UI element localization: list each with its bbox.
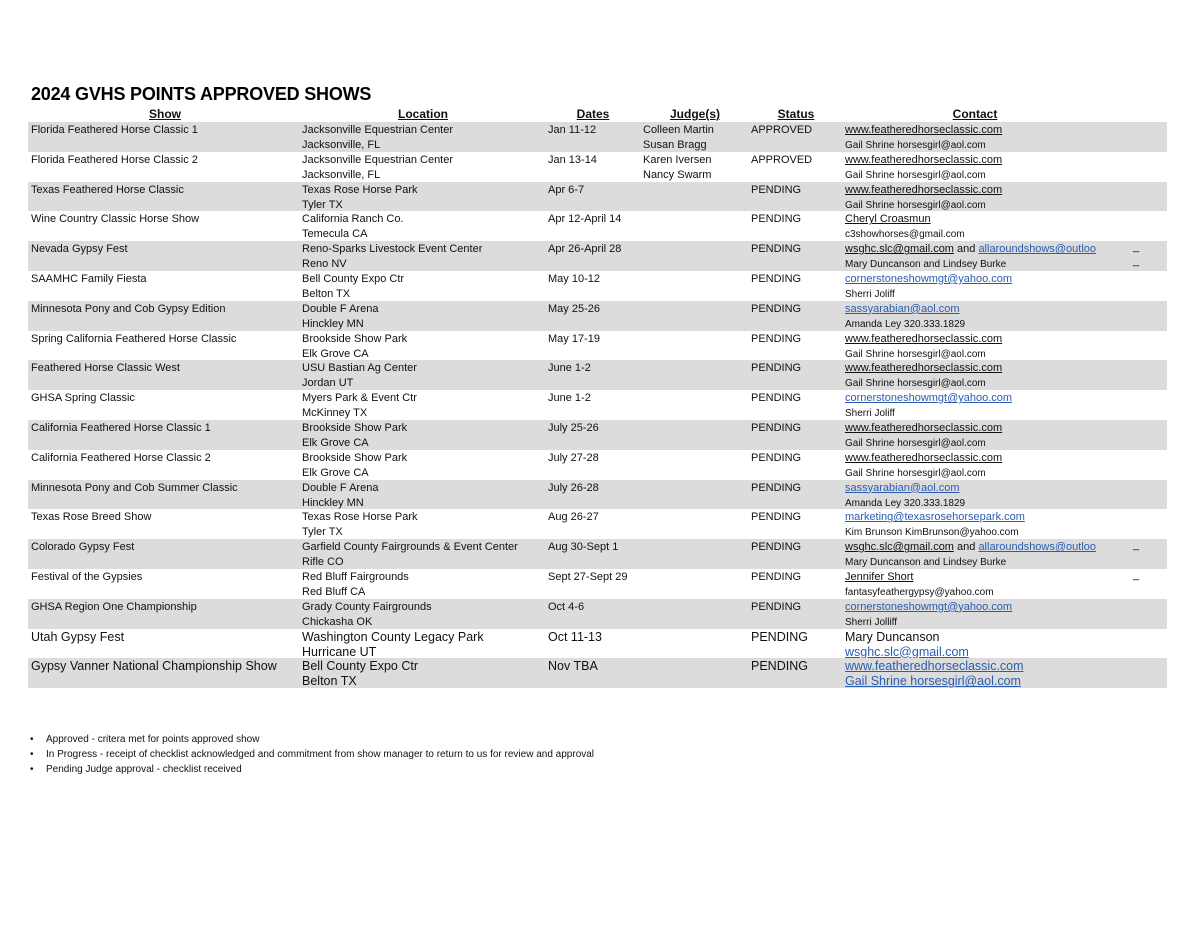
legend-notes bbox=[30, 732, 594, 777]
header-judges: Judge(s) bbox=[669, 107, 720, 121]
note-approved: Approved - critera met for points approved show bbox=[46, 734, 260, 745]
venue: Washington County Legacy Park bbox=[302, 629, 484, 644]
contact-link[interactable]: marketing@texasrosehorsepark.com bbox=[845, 511, 1025, 524]
venue: Texas Rose Horse Park bbox=[302, 183, 418, 196]
city: Belton TX bbox=[302, 288, 351, 300]
status-text: PENDING bbox=[751, 213, 802, 226]
dates: Nov TBA bbox=[548, 659, 598, 674]
venue: Double F Arena bbox=[302, 302, 379, 315]
bullet-icon: • bbox=[30, 734, 34, 745]
city: Belton TX bbox=[302, 674, 357, 689]
status-text: PENDING bbox=[751, 511, 802, 524]
show-name: Texas Feathered Horse Classic bbox=[31, 183, 184, 196]
status-text: PENDING bbox=[751, 392, 802, 405]
contact-link[interactable]: www.featheredhorseclassic.com bbox=[845, 362, 1003, 375]
dates: July 26-28 bbox=[548, 481, 599, 494]
contact-secondary: Gail Shrine horsesgirl@aol.com bbox=[845, 378, 986, 390]
status-text: PENDING bbox=[751, 422, 802, 434]
status-text: PENDING bbox=[751, 659, 808, 674]
city: Jordan UT bbox=[302, 377, 354, 390]
list-item bbox=[30, 747, 594, 762]
contact-link[interactable]: wsghc.slc@gmail.com bbox=[845, 243, 954, 256]
contact-link[interactable]: wsghc.slc@gmail.com bbox=[845, 644, 969, 659]
contact-secondary: Gail Shrine horsesgirl@aol.com bbox=[845, 140, 986, 151]
dates: June 1-2 bbox=[548, 362, 591, 375]
city: Chickasha OK bbox=[302, 615, 373, 628]
contact-secondary: fantasyfeathergypsy@yahoo.com bbox=[845, 587, 994, 598]
header-location: Location bbox=[398, 107, 448, 121]
dates: Aug 26-27 bbox=[548, 511, 599, 524]
contact-primary bbox=[845, 391, 1012, 406]
city: Reno NV bbox=[302, 258, 347, 271]
table-row bbox=[0, 569, 1200, 599]
venue: Jacksonville Equestrian Center bbox=[302, 153, 454, 166]
bullet-icon: • bbox=[30, 749, 34, 760]
contact-primary bbox=[845, 183, 1002, 198]
status-text: PENDING bbox=[751, 541, 802, 554]
venue: Garfield County Fairgrounds & Event Center bbox=[302, 541, 518, 554]
contact-name: Cheryl Croasmun bbox=[845, 213, 931, 226]
list-item bbox=[30, 732, 594, 747]
header-status: Status bbox=[777, 107, 815, 121]
dates: May 10-12 bbox=[548, 273, 600, 285]
show-name: Colorado Gypsy Fest bbox=[31, 541, 135, 554]
venue: Texas Rose Horse Park bbox=[302, 511, 418, 524]
judge-1: Karen Iversen bbox=[643, 153, 712, 166]
contact-name: Jennifer Short bbox=[845, 571, 914, 583]
city: Rifle CO bbox=[302, 556, 344, 569]
dates: Jan 13-14 bbox=[548, 153, 597, 166]
contact-secondary: Amanda Ley 320.333.1829 bbox=[845, 318, 966, 330]
contact-primary bbox=[845, 272, 1012, 287]
contact-secondary: c3showhorses@gmail.com bbox=[845, 229, 965, 241]
table-row bbox=[0, 539, 1200, 569]
contact-secondary: Gail Shrine horsesgirl@aol.com bbox=[845, 348, 986, 360]
table-row bbox=[0, 122, 1200, 152]
dates: Jan 11-12 bbox=[548, 124, 597, 136]
show-name: Wine Country Classic Horse Show bbox=[31, 213, 200, 226]
contact-primary bbox=[845, 481, 960, 496]
contact-secondary: Amanda Ley 320.333.1829 bbox=[845, 497, 966, 509]
note-in-progress: In Progress - receipt of checklist acknowledged and commitment from show manager to return to us for review and approval bbox=[46, 749, 595, 760]
show-name: Feathered Horse Classic West bbox=[31, 362, 180, 375]
status-text: APPROVED bbox=[751, 124, 813, 136]
header-dates: Dates bbox=[576, 107, 610, 121]
venue: Red Bluff Fairgrounds bbox=[302, 571, 409, 583]
contact-link[interactable]: sassyarabian@aol.com bbox=[845, 302, 960, 315]
table-row bbox=[0, 211, 1200, 241]
venue: USU Bastian Ag Center bbox=[302, 362, 417, 375]
contact-primary bbox=[845, 153, 1002, 168]
contact-link[interactable]: allaroundshows@outloo bbox=[978, 541, 1097, 554]
overflow-marker: _ bbox=[1133, 241, 1140, 254]
contact-link[interactable]: www.featheredhorseclassic.com bbox=[845, 124, 1003, 136]
show-name: GHSA Region One Championship bbox=[31, 600, 197, 613]
show-name: Minnesota Pony and Cob Summer Classic bbox=[31, 481, 238, 494]
judge-2: Nancy Swarm bbox=[643, 168, 712, 181]
show-name: Nevada Gypsy Fest bbox=[31, 243, 128, 256]
table-row bbox=[0, 271, 1200, 301]
dates: May 17-19 bbox=[548, 332, 600, 345]
venue: Brookside Show Park bbox=[302, 422, 408, 434]
contact-link[interactable]: www.featheredhorseclassic.com bbox=[845, 451, 1003, 464]
show-name: Utah Gypsy Fest bbox=[31, 629, 125, 644]
page-title: 2024 GVHS POINTS APPROVED SHOWS bbox=[31, 84, 372, 104]
contact-link[interactable]: Gail Shrine horsesgirl@aol.com bbox=[845, 674, 1021, 689]
status-text: PENDING bbox=[751, 332, 802, 345]
table-row bbox=[0, 301, 1200, 331]
dates: June 1-2 bbox=[548, 392, 591, 405]
table-row bbox=[0, 182, 1200, 212]
contact-primary bbox=[845, 570, 913, 585]
table-row bbox=[0, 152, 1200, 182]
dates: Oct 11-13 bbox=[548, 629, 602, 644]
overflow-marker: _ bbox=[1133, 255, 1140, 268]
dates: July 27-28 bbox=[548, 451, 599, 464]
judge-2: Susan Bragg bbox=[643, 139, 707, 151]
show-name: Minnesota Pony and Cob Gypsy Edition bbox=[31, 302, 226, 315]
show-name: California Feathered Horse Classic 1 bbox=[31, 422, 211, 434]
city: Temecula CA bbox=[302, 228, 368, 241]
note-pending: Pending Judge approval - checklist received bbox=[46, 764, 242, 775]
contact-link[interactable]: cornerstoneshowmgt@yahoo.com bbox=[845, 600, 1013, 613]
contact-secondary: Gail Shrine horsesgirl@aol.com bbox=[845, 169, 986, 181]
status-text: PENDING bbox=[751, 302, 802, 315]
contact-primary bbox=[845, 630, 940, 645]
table-header bbox=[0, 107, 1200, 121]
header-contact: Contact bbox=[952, 107, 998, 121]
show-name: Festival of the Gypsies bbox=[31, 571, 143, 583]
table-row bbox=[0, 509, 1200, 539]
venue: Bell County Expo Ctr bbox=[302, 273, 405, 285]
status-text: PENDING bbox=[751, 629, 808, 644]
city: McKinney TX bbox=[302, 407, 368, 420]
dates: Oct 4-6 bbox=[548, 600, 585, 613]
contact-joiner: and bbox=[953, 541, 979, 554]
venue: Bell County Expo Ctr bbox=[302, 659, 419, 674]
venue: Grady County Fairgrounds bbox=[302, 600, 432, 613]
contact-primary bbox=[845, 600, 1012, 615]
contact-primary bbox=[845, 361, 1002, 376]
contact-link[interactable]: www.featheredhorseclassic.com bbox=[845, 422, 1003, 434]
bullet-icon: • bbox=[30, 764, 34, 775]
contact-secondary: Sherri Jolliff bbox=[845, 616, 898, 628]
status-text: PENDING bbox=[751, 600, 802, 613]
overflow-marker: _ bbox=[1133, 569, 1140, 581]
table-row bbox=[0, 390, 1200, 420]
judge-1: Colleen Martin bbox=[643, 124, 714, 136]
venue: Double F Arena bbox=[302, 481, 379, 494]
contact-primary bbox=[845, 451, 1002, 466]
status-text: PENDING bbox=[751, 243, 802, 256]
dates: Apr 26-April 28 bbox=[548, 243, 622, 256]
dates: Aug 30-Sept 1 bbox=[548, 541, 619, 554]
table-row bbox=[0, 599, 1200, 629]
city: Tyler TX bbox=[302, 198, 343, 211]
venue: Reno-Sparks Livestock Event Center bbox=[302, 243, 483, 256]
city: Elk Grove CA bbox=[302, 347, 369, 360]
contact-primary bbox=[845, 332, 1002, 347]
show-name: Texas Rose Breed Show bbox=[31, 511, 152, 524]
table-row bbox=[0, 450, 1200, 480]
city: Jacksonville, FL bbox=[302, 168, 381, 181]
contact-link[interactable]: www.featheredhorseclassic.com bbox=[845, 183, 1003, 196]
status-text: PENDING bbox=[751, 451, 802, 464]
city: Hinckley MN bbox=[302, 496, 364, 509]
show-name: Gypsy Vanner National Championship Show bbox=[31, 659, 277, 674]
table-row bbox=[0, 420, 1200, 450]
list-item bbox=[30, 762, 594, 777]
table-row bbox=[0, 480, 1200, 510]
status-text: PENDING bbox=[751, 571, 802, 583]
contact-primary bbox=[845, 510, 1025, 525]
city: Elk Grove CA bbox=[302, 437, 369, 449]
status-text: PENDING bbox=[751, 362, 802, 375]
contact-primary bbox=[845, 212, 931, 227]
dates: Sept 27-Sept 29 bbox=[548, 571, 628, 583]
table-row bbox=[0, 241, 1200, 271]
table-row bbox=[0, 331, 1200, 361]
dates: Apr 12-April 14 bbox=[548, 213, 622, 226]
contact-secondary: Sherri Joliff bbox=[845, 289, 895, 300]
city: Jacksonville, FL bbox=[302, 139, 381, 151]
status-text: PENDING bbox=[751, 183, 802, 196]
show-name: Florida Feathered Horse Classic 1 bbox=[31, 124, 198, 136]
contact-secondary: Mary Duncanson and Lindsey Burke bbox=[845, 259, 1007, 271]
contact-primary bbox=[845, 242, 1096, 257]
contact-link[interactable]: allaroundshows@outloo bbox=[978, 243, 1097, 256]
header-show: Show bbox=[149, 107, 181, 121]
contact-primary bbox=[845, 302, 960, 317]
status-text: PENDING bbox=[751, 481, 802, 494]
venue: Brookside Show Park bbox=[302, 451, 408, 464]
contact-link[interactable]: wsghc.slc@gmail.com bbox=[845, 541, 954, 554]
contact-link[interactable]: cornerstoneshowmgt@yahoo.com bbox=[845, 392, 1013, 405]
venue: Brookside Show Park bbox=[302, 332, 408, 345]
city: Hurricane UT bbox=[302, 644, 377, 659]
contact-link[interactable]: www.featheredhorseclassic.com bbox=[845, 332, 1003, 345]
contact-primary bbox=[845, 540, 1096, 555]
dates: July 25-26 bbox=[548, 422, 599, 434]
contact-primary bbox=[845, 421, 1002, 436]
contact-secondary: Gail Shrine horsesgirl@aol.com bbox=[845, 199, 986, 211]
contact-secondary: Gail Shrine horsesgirl@aol.com bbox=[845, 438, 986, 449]
city: Elk Grove CA bbox=[302, 466, 369, 479]
show-name: SAAMHC Family Fiesta bbox=[31, 273, 147, 285]
contact-secondary: Sherri Joliff bbox=[845, 408, 895, 420]
table-row bbox=[0, 658, 1200, 688]
show-name: Florida Feathered Horse Classic 2 bbox=[31, 153, 198, 166]
contact-secondary: Mary Duncanson and Lindsey Burke bbox=[845, 557, 1007, 569]
contact-link[interactable]: www.featheredhorseclassic.com bbox=[845, 659, 1024, 674]
contact-link[interactable]: sassyarabian@aol.com bbox=[845, 481, 960, 494]
contact-secondary: Kim Brunson KimBrunson@yahoo.com bbox=[845, 527, 1019, 539]
dates: Apr 6-7 bbox=[548, 183, 585, 196]
city: Red Bluff CA bbox=[302, 586, 366, 598]
contact-primary bbox=[845, 659, 1024, 674]
contact-name: Mary Duncanson bbox=[845, 629, 940, 644]
table-row bbox=[0, 629, 1200, 659]
city: Tyler TX bbox=[302, 526, 343, 539]
dates: May 25-26 bbox=[548, 302, 600, 315]
overflow-marker: _ bbox=[1133, 539, 1140, 552]
venue: Myers Park & Event Ctr bbox=[302, 392, 417, 405]
show-name: Spring California Feathered Horse Classic bbox=[31, 332, 237, 345]
status-text: APPROVED bbox=[751, 153, 813, 166]
show-name: GHSA Spring Classic bbox=[31, 392, 135, 405]
contact-joiner: and bbox=[953, 243, 979, 256]
contact-primary bbox=[845, 123, 1002, 138]
contact-link[interactable]: cornerstoneshowmgt@yahoo.com bbox=[845, 273, 1013, 285]
venue: California Ranch Co. bbox=[302, 213, 404, 226]
contact-secondary: Gail Shrine horsesgirl@aol.com bbox=[845, 467, 986, 479]
venue: Jacksonville Equestrian Center bbox=[302, 124, 454, 136]
contact-link[interactable]: www.featheredhorseclassic.com bbox=[845, 153, 1003, 166]
city: Hinckley MN bbox=[302, 317, 364, 330]
table-row bbox=[0, 360, 1200, 390]
show-name: California Feathered Horse Classic 2 bbox=[31, 451, 211, 464]
status-text: PENDING bbox=[751, 273, 802, 285]
